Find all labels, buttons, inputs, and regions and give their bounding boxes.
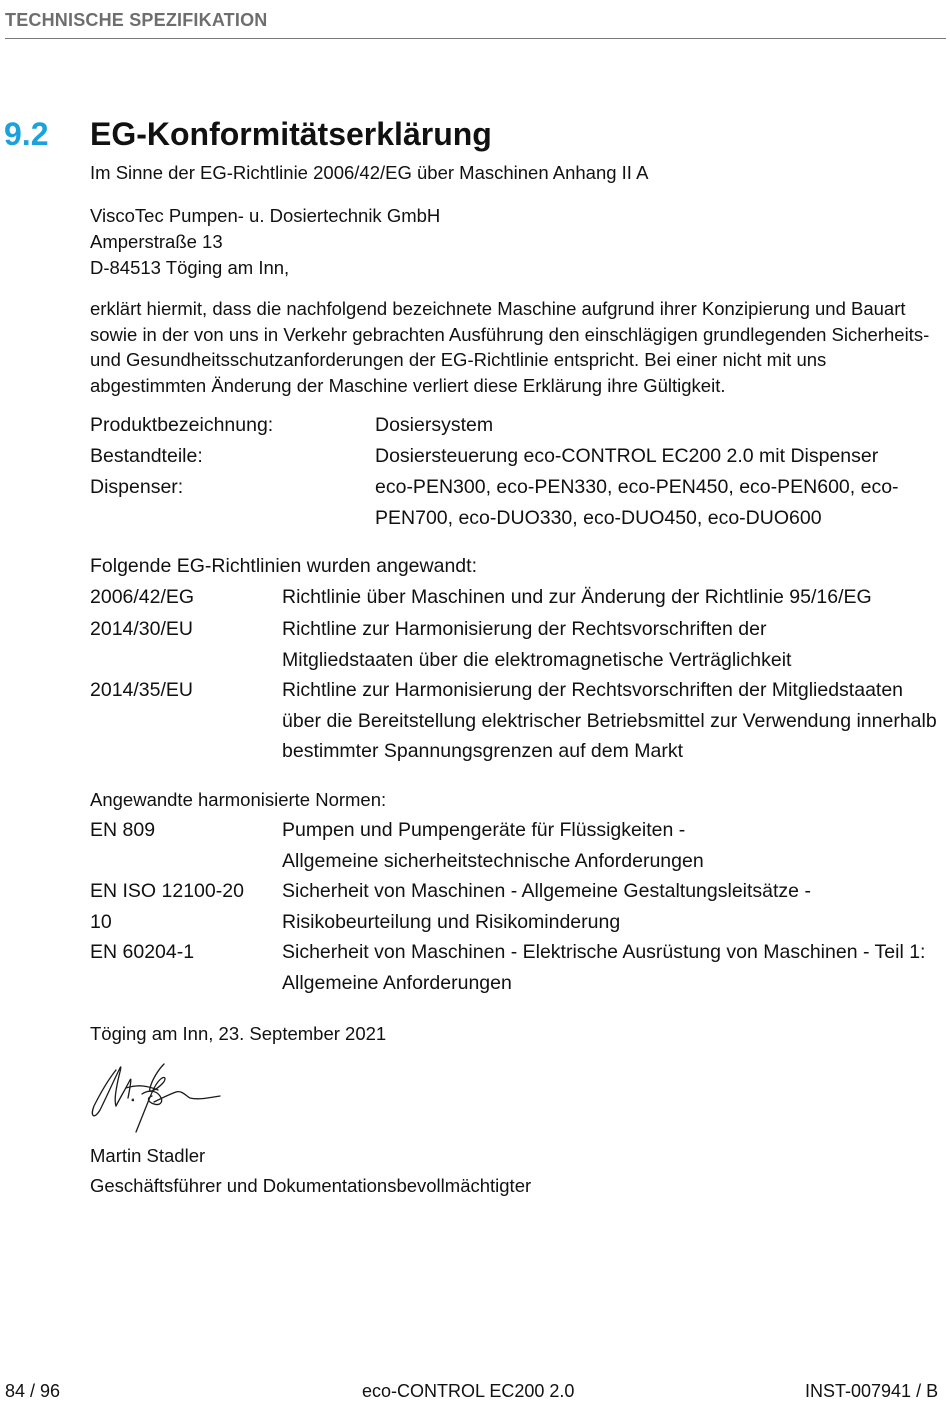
footer-product: eco-CONTROL EC200 2.0 bbox=[362, 1381, 575, 1401]
directive-code: 2014/30/EU bbox=[90, 618, 193, 640]
company-name: ViscoTec Pumpen- u. Dosiertechnik GmbH bbox=[90, 205, 441, 226]
product-value: Dosiersteuerung eco-CONTROL EC200 2.0 mit Dispenser bbox=[375, 445, 879, 467]
signatory-name: Martin Stadler bbox=[90, 1145, 206, 1166]
norm-text: Sicherheit von Maschinen - Elektrische Ausrüstung von Maschinen - Teil 1: Allgemeine Anforderungen bbox=[282, 941, 926, 994]
norm-code: EN 809 bbox=[90, 819, 156, 841]
directive-text: Richtline zur Harmonisierung der Rechtsvorschriften der Mitgliedstaaten über die elektromagnetische Verträglichkeit bbox=[282, 618, 792, 671]
place-date: Töging am Inn, 23. September 2021 bbox=[90, 1023, 387, 1044]
footer-document-id: INST-007941 / B bbox=[805, 1381, 939, 1401]
running-header: TECHNISCHE SPEZIFIKATION bbox=[5, 10, 268, 30]
section-number: 9.2 bbox=[4, 116, 49, 152]
handwritten-signature bbox=[86, 1058, 226, 1144]
norm-code: EN 60204-1 bbox=[90, 941, 195, 963]
section-subtitle: Im Sinne der EG-Richtlinie 2006/42/EG über Maschinen Anhang II A bbox=[90, 162, 649, 183]
product-label: Bestandteile: bbox=[90, 445, 203, 467]
header-divider bbox=[5, 38, 946, 39]
product-label: Produktbezeichnung: bbox=[90, 414, 274, 436]
norm-text: Pumpen und Pumpengeräte für Flüssigkeiten - Allgemeine sicherheitstechnische Anforderungen bbox=[282, 819, 704, 872]
footer-page-number: 84 / 96 bbox=[5, 1381, 61, 1401]
company-street: Amperstraße 13 bbox=[90, 231, 223, 252]
directive-text: Richtline zur Harmonisierung der Rechtsvorschriften der Mitgliedstaaten über die Bereitstellung elektrischer Betriebsmittel zur Verwendung innerhalb bestimmter Spannungsgrenzen auf dem Markt bbox=[282, 679, 937, 762]
product-label: Dispenser: bbox=[90, 476, 184, 498]
norms-heading: Angewandte harmonisierte Normen: bbox=[90, 789, 387, 810]
directive-code: 2014/35/EU bbox=[90, 679, 193, 701]
company-city: D-84513 Töging am Inn, bbox=[90, 257, 290, 278]
declaration-paragraph: erklärt hiermit, dass die nachfolgend bezeichnete Maschine aufgrund ihrer Konzipierung und Bauart sowie in der von uns in Verkehr gebrachten Ausführung den einschlägigen grundlegenden Sicherheits- und Gesundheitsschutzanforderungen der EG-Richtlinie entspricht. Bei einer nicht mit uns abgestimmten Änderung der Maschine verliert diese Erklärung ihre Gültigkeit. bbox=[90, 298, 930, 396]
norm-code: EN ISO 12100-2010 bbox=[90, 880, 244, 933]
product-value: Dosiersystem bbox=[375, 414, 494, 436]
section-title: EG-Konformitätserklärung bbox=[90, 116, 492, 152]
directive-text: Richtlinie über Maschinen und zur Änderung der Richtlinie 95/16/EG bbox=[282, 586, 872, 608]
directives-heading: Folgende EG-Richtlinien wurden angewandt: bbox=[90, 555, 477, 577]
directive-code: 2006/42/EG bbox=[90, 586, 195, 608]
signatory-role: Geschäftsführer und Dokumentationsbevollmächtigter bbox=[90, 1175, 532, 1196]
norm-text: Sicherheit von Maschinen - Allgemeine Gestaltungsleitsätze - Risikobeurteilung und Risikominderung bbox=[282, 880, 811, 933]
product-value: eco-PEN300, eco-PEN330, eco-PEN450, eco-PEN600, eco-PEN700, eco-DUO330, eco-DUO450, eco-DUO600 bbox=[375, 476, 899, 529]
